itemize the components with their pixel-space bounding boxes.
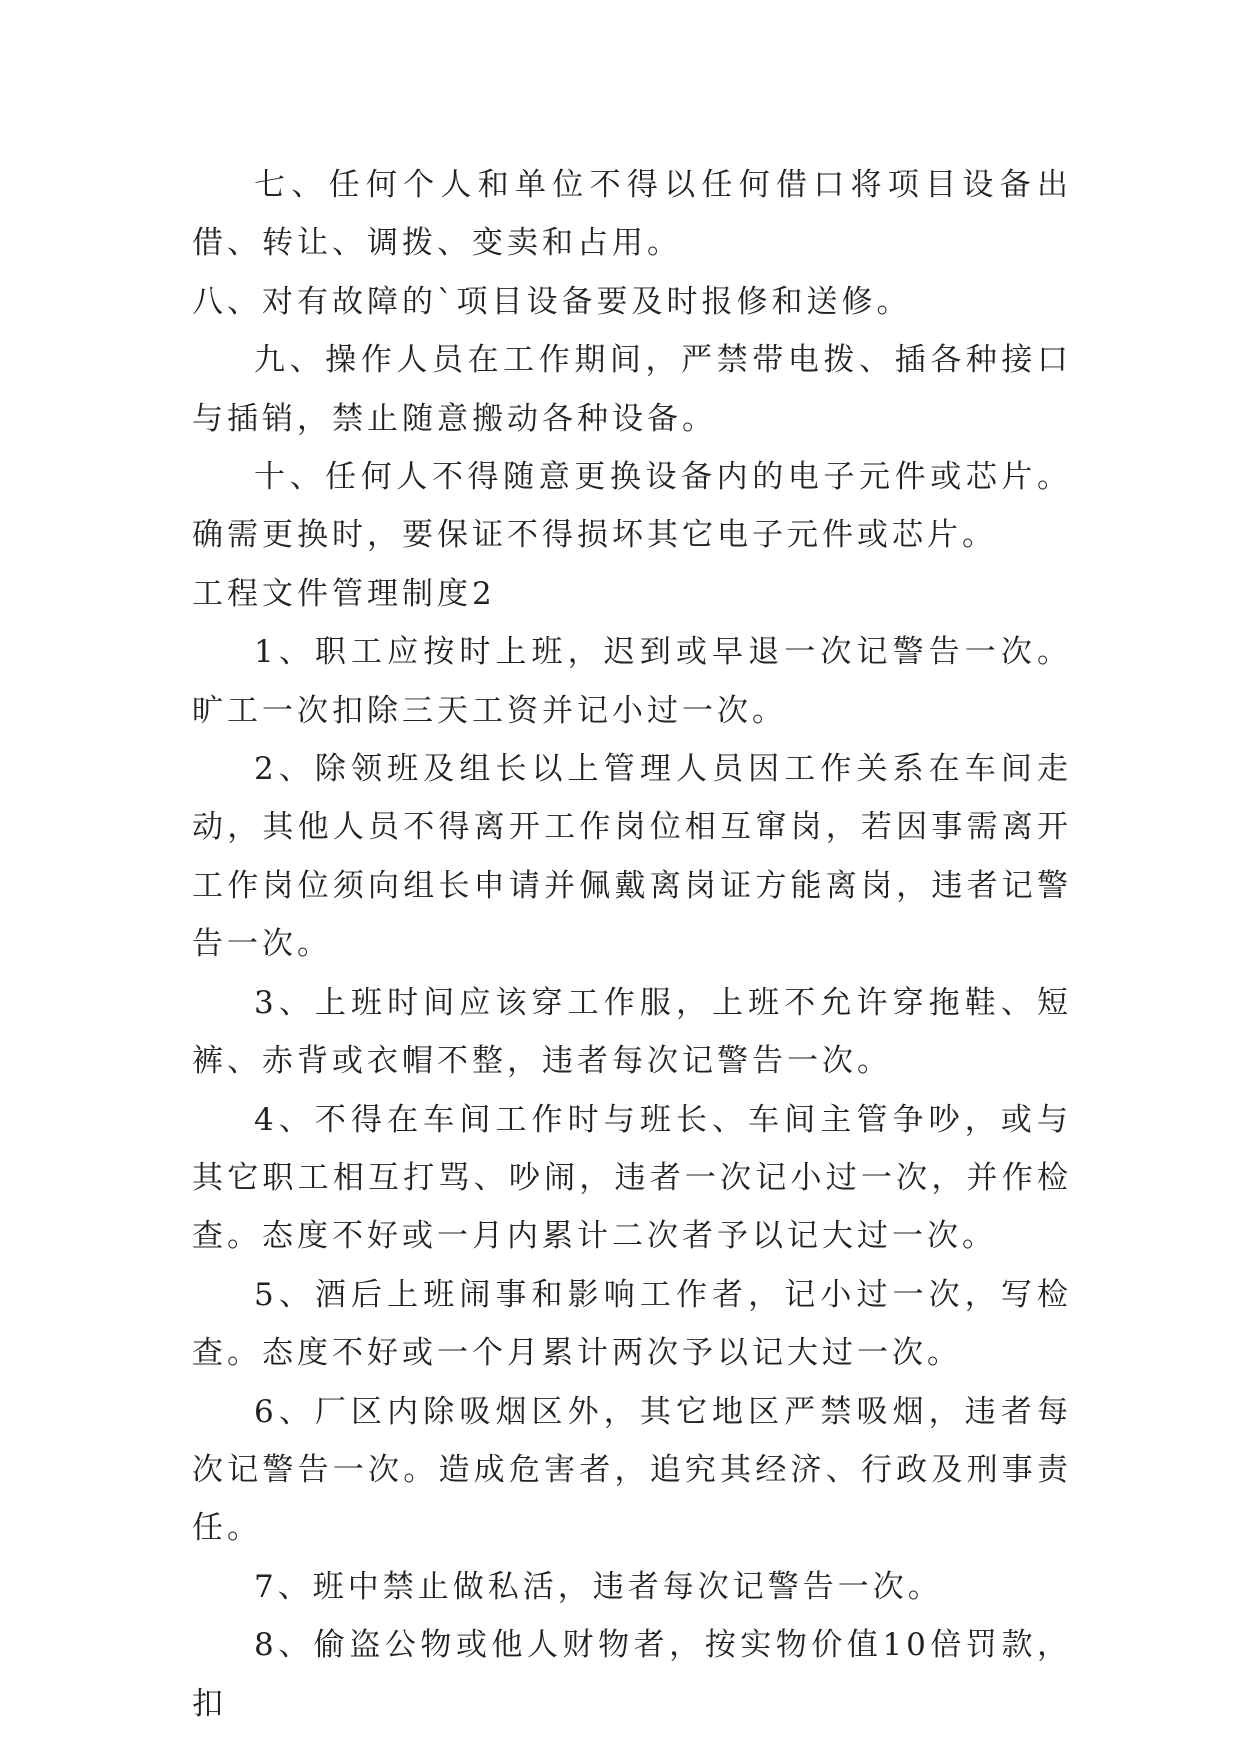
rule-item-1: 1、职工应按时上班，迟到或早退一次记警告一次。旷工一次扣除三天工资并记小过一次。 <box>192 634 1072 729</box>
paragraph-ten: 十、任何人不得随意更换设备内的电子元件或芯片。确需更换时，要保证不得损坏其它电子元件或芯片。 <box>192 459 1072 554</box>
rule-item-6: 6、厂区内除吸烟区外，其它地区严禁吸烟，违者每次记警告一次。造成危害者，追究其经济、行政及刑事责任。 <box>192 1393 1072 1547</box>
paragraph-nine: 九、操作人员在工作期间，严禁带电拨、插各种接口与插销，禁止随意搬动各种设备。 <box>192 342 1072 437</box>
rule-item-8: 8、偷盗公物或他人财物者，按实物价值10倍罚款，扣 <box>192 1627 1072 1722</box>
rule-item-4: 4、不得在车间工作时与班长、车间主管争吵，或与其它职工相互打骂、吵闹，违者一次记小过一次，并作检查。态度不好或一月内累计二次者予以记大过一次。 <box>192 1101 1072 1255</box>
rule-item-7: 7、班中禁止做私活，违者每次记警告一次。 <box>254 1568 943 1605</box>
section-heading: 工程文件管理制度2 <box>192 575 496 612</box>
document-body <box>192 156 1072 1733</box>
rule-item-5: 5、酒后上班闹事和影响工作者，记小过一次，写检查。态度不好或一个月累计两次予以记大过一次。 <box>192 1276 1072 1372</box>
rule-item-2: 2、除领班及组长以上管理人员因工作关系在车间走动，其他人员不得离开工作岗位相互窜岗，若因事需离开工作岗位须向组长申请并佩戴离岗证方能离岗，违者记警告一次。 <box>192 751 1072 963</box>
paragraph-seven: 七、任何个人和单位不得以任何借口将项目设备出借、转让、调拨、变卖和占用。 <box>192 167 1072 262</box>
rule-item-3: 3、上班时间应该穿工作服，上班不允许穿拖鞋、短裤、赤背或衣帽不整，违者每次记警告一次。 <box>192 984 1072 1080</box>
paragraph-eight: 八、对有故障的`项目设备要及时报修和送修。 <box>192 283 912 320</box>
